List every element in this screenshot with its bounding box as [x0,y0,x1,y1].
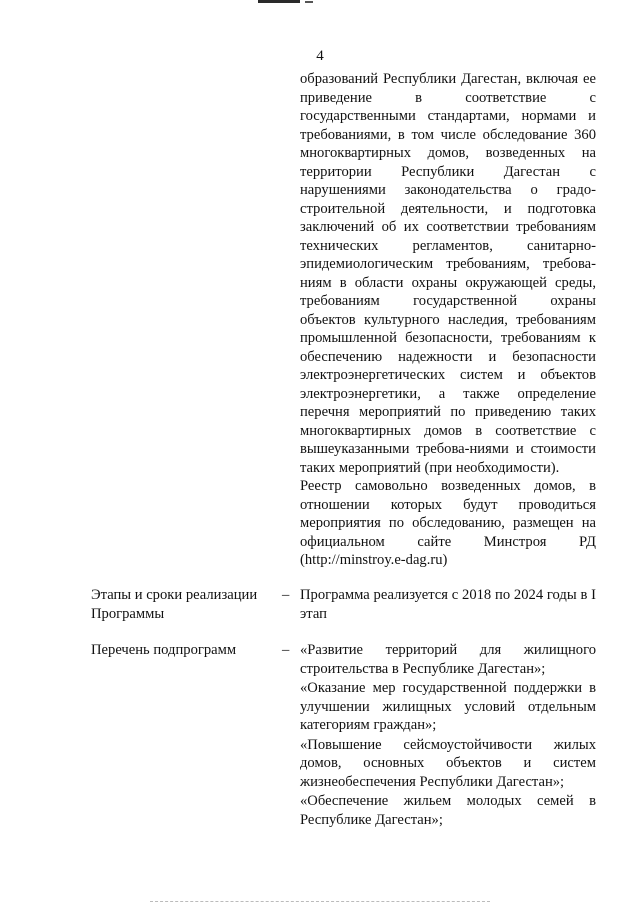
stages-value [300,586,596,624]
subprograms-label: Перечень подпрограмм [91,642,237,658]
page-number: 4 [316,48,324,64]
scan-artifact-bottom [150,901,490,903]
stages-dash: – [282,587,290,603]
intro-paragraph-objectives: образований Республики Дагестан, включая ее приведение в соответствие с государственными стандартами, нормами и требованиями, в том числе обследование 360 многоквартирных домов, возведенных на территории Республики Дагестан с нарушениями законодательства о градо-строительной деятельности, и подготовка заключений об их соответствии требованиям технических регламентов, санитарно-эпидемиологическим требованиям, требова-ниям в области охраны окружающей среды, требованиям государственной охраны объектов культурного наследия, требованиям промышленной безопасности, требованиям к обеспечению надежности и безопасности электроэнергетических систем и объектов электроэнергетики, а также определение перечня мероприятий по приведению таких многоквартирных домов в соответствие с вышеуказанными требова-ниями и стоимости таких мероприятий (при необходимости). [300,71,596,476]
subprograms-list [300,641,596,830]
subprogram-item: «Оказание мер государственной поддержки в улучшении жилищных условий отдельным категориям граждан»; [300,680,596,733]
scan-artifact-top-small [305,1,313,3]
intro-text-block [300,70,596,570]
subprograms-dash: – [282,642,290,658]
scan-artifact-top [258,0,300,3]
subprogram-item: «Повышение сейсмоустойчивости жилых домов, основных объектов и систем жизнеобеспечения Республики Дагестан»; [300,736,596,790]
stages-value-text: Программа реализуется с 2018 по 2024 годы в I этап [300,587,596,622]
subprogram-item: «Развитие территорий для жилищного строительства в Республике Дагестан»; [300,642,596,677]
subprogram-item: «Обеспечение жильем молодых семей в Республике Дагестан»; [300,793,596,828]
stages-label: Этапы и сроки реализации Программы [91,587,258,622]
intro-paragraph-registry: Реестр самовольно возведенных домов, в отношении которых будут проводиться мероприятия по обследованию, размещен на официальном сайте Минстроя РД (http://minstroy.e-dag.ru) [300,478,596,568]
